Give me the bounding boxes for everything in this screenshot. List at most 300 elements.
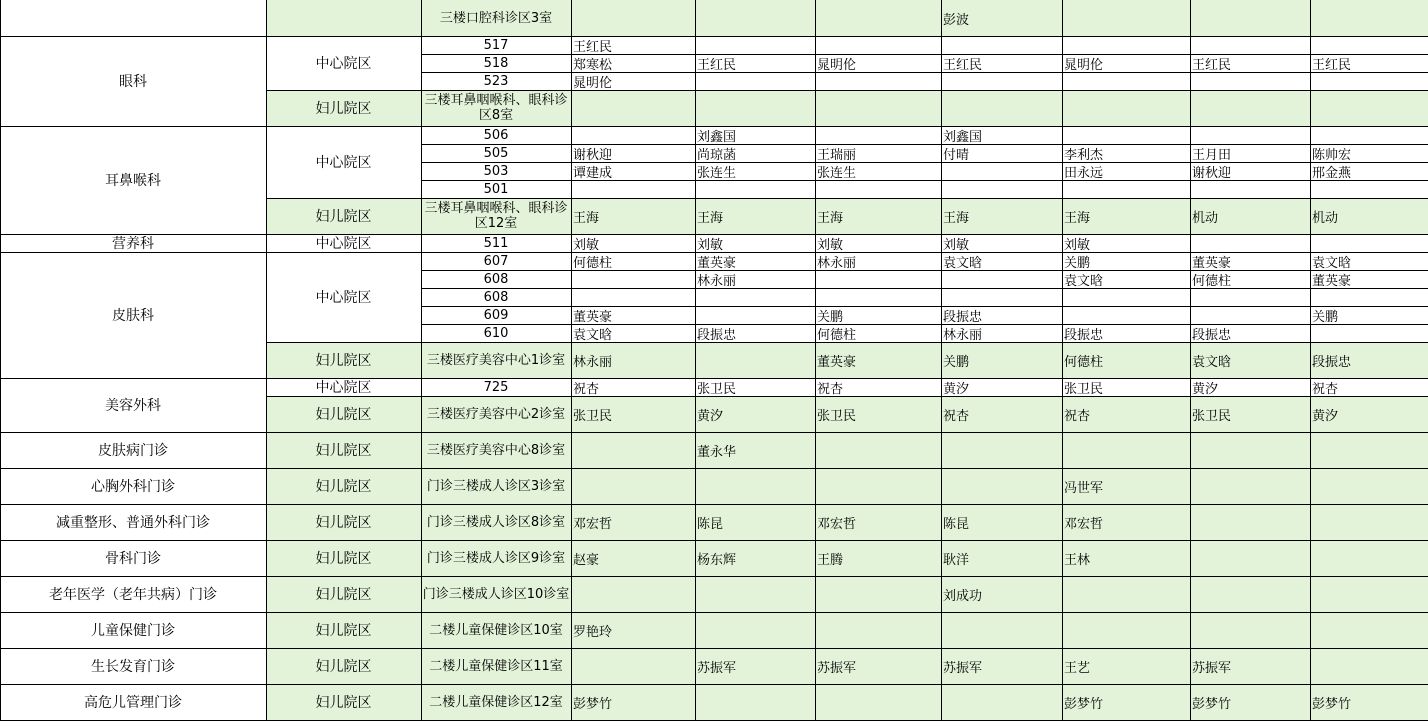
- doctor-cell: [1190, 0, 1310, 36]
- doctor-cell: 陈帅宏: [1312, 147, 1352, 162]
- room-cell: 门诊三楼成人诊区8诊室: [421, 504, 571, 540]
- doctor-cell: 董英豪: [573, 309, 613, 324]
- doctor-cell: 何德柱: [1062, 342, 1190, 378]
- row-divider: [421, 612, 1428, 613]
- campus-cell: 妇儿院区: [266, 576, 421, 612]
- doctor-cell: [815, 36, 941, 54]
- doctor-cell: 陈昆: [941, 504, 1062, 540]
- doctor-cell: [815, 90, 941, 126]
- doctor-cell: [1190, 612, 1310, 648]
- row-divider: [421, 504, 1428, 505]
- doctor-cell: 晁明伦: [1064, 57, 1104, 72]
- row-divider: [421, 468, 1428, 469]
- row-divider: [266, 504, 421, 505]
- doctor-cell: 张卫民: [1190, 396, 1310, 432]
- column-divider: [0, 0, 1, 720]
- row-divider: [421, 306, 1428, 307]
- doctor-cell: [1190, 234, 1310, 252]
- doctor-cell: [1310, 504, 1428, 540]
- doctor-cell: [1062, 288, 1190, 306]
- doctor-cell: 祝杏: [817, 381, 844, 396]
- row-divider: [0, 378, 266, 379]
- doctor-cell: [571, 288, 695, 306]
- doctor-cell: [1310, 180, 1428, 198]
- column-divider: [1190, 0, 1191, 720]
- doctor-cell: 祝杏: [573, 381, 600, 396]
- doctor-cell: 关鹏: [1064, 255, 1091, 270]
- doctor-cell: [1310, 234, 1428, 252]
- doctor-cell: 关鹏: [941, 342, 1062, 378]
- doctor-cell: [1310, 324, 1428, 342]
- doctor-cell: 黄汐: [1192, 381, 1219, 396]
- doctor-cell: [815, 270, 941, 288]
- row-divider: [266, 540, 421, 541]
- doctor-cell: 刘成功: [941, 576, 1062, 612]
- row-divider: [421, 54, 1428, 55]
- doctor-cell: 晁明伦: [573, 75, 613, 90]
- doctor-cell: [1190, 504, 1310, 540]
- doctor-cell: 林永丽: [697, 273, 737, 288]
- doctor-cell: [815, 72, 941, 90]
- department-cell: 眼科: [119, 74, 147, 90]
- doctor-cell: 林永丽: [571, 342, 695, 378]
- doctor-cell: [941, 270, 1062, 288]
- doctor-cell: 祝杏: [1062, 396, 1190, 432]
- doctor-cell: 何德柱: [817, 327, 857, 342]
- doctor-cell: [1190, 540, 1310, 576]
- doctor-cell: 陈昆: [695, 504, 815, 540]
- doctor-cell: 林永丽: [817, 255, 857, 270]
- doctor-cell: 谢秋迎: [573, 147, 613, 162]
- doctor-cell: 苏振军: [1190, 648, 1310, 684]
- doctor-cell: 张连生: [817, 165, 857, 180]
- column-divider: [1310, 0, 1311, 720]
- doctor-cell: [1310, 288, 1428, 306]
- row-divider: [421, 234, 1428, 235]
- row-divider: [421, 36, 1428, 37]
- campus-cell: 中心院区: [315, 380, 372, 396]
- doctor-cell: 邓宏哲: [571, 504, 695, 540]
- row-divider: [266, 396, 421, 397]
- column-divider: [941, 0, 942, 720]
- row-divider: [0, 684, 266, 685]
- row-divider: [421, 72, 1428, 73]
- row-divider: [0, 648, 266, 649]
- doctor-cell: [571, 126, 695, 144]
- campus-cell: 妇儿院区: [266, 396, 421, 432]
- doctor-cell: 彭梦竹: [1062, 684, 1190, 720]
- doctor-cell: 张卫民: [815, 396, 941, 432]
- doctor-cell: [941, 432, 1062, 468]
- doctor-cell: 王海: [1062, 198, 1190, 234]
- column-divider: [421, 0, 422, 720]
- doctor-cell: [695, 288, 815, 306]
- doctor-cell: [1190, 576, 1310, 612]
- room-cell: 607: [483, 253, 509, 269]
- room-cell: 511: [483, 235, 509, 251]
- row-divider: [421, 720, 1428, 721]
- doctor-cell: 刘敏: [817, 237, 844, 252]
- row-divider: [421, 432, 1428, 433]
- doctor-cell: 王月田: [1192, 147, 1232, 162]
- doctor-cell: [941, 162, 1062, 180]
- doctor-cell: 黄汐: [943, 381, 970, 396]
- row-divider: [0, 504, 266, 505]
- doctor-cell: [815, 0, 941, 36]
- doctor-cell: [571, 468, 695, 504]
- doctor-cell: [1062, 126, 1190, 144]
- row-divider: [421, 126, 1428, 127]
- doctor-cell: 董英豪: [1192, 255, 1232, 270]
- room-cell: 725: [483, 379, 509, 395]
- campus-cell: [266, 0, 421, 36]
- row-divider: [0, 576, 266, 577]
- campus-cell: 妇儿院区: [266, 504, 421, 540]
- department-cell: 营养科: [112, 236, 154, 252]
- doctor-cell: [571, 270, 695, 288]
- doctor-cell: 王红民: [697, 57, 737, 72]
- column-divider: [266, 0, 267, 720]
- room-cell: 608: [483, 289, 509, 305]
- doctor-cell: [571, 648, 695, 684]
- doctor-cell: [1310, 576, 1428, 612]
- doctor-cell: 王红民: [1312, 57, 1352, 72]
- row-divider: [0, 468, 266, 469]
- doctor-cell: [1062, 0, 1190, 36]
- campus-cell: 妇儿院区: [266, 468, 421, 504]
- doctor-cell: 机动: [1190, 198, 1310, 234]
- row-divider: [266, 378, 421, 379]
- doctor-cell: 邓宏哲: [815, 504, 941, 540]
- doctor-cell: 董永华: [695, 432, 815, 468]
- row-divider: [421, 144, 1428, 145]
- row-divider: [266, 612, 421, 613]
- room-cell: 518: [483, 55, 509, 71]
- doctor-cell: [941, 72, 1062, 90]
- doctor-cell: 谭建成: [573, 165, 613, 180]
- doctor-cell: 祝杏: [941, 396, 1062, 432]
- row-divider: [266, 90, 421, 91]
- campus-cell: 妇儿院区: [266, 432, 421, 468]
- row-divider: [266, 126, 421, 127]
- doctor-cell: [941, 612, 1062, 648]
- doctor-cell: [695, 72, 815, 90]
- column-divider: [1062, 0, 1063, 720]
- doctor-cell: [1190, 432, 1310, 468]
- campus-cell: 中心院区: [315, 155, 372, 171]
- doctor-cell: [1190, 90, 1310, 126]
- doctor-cell: 黄汐: [695, 396, 815, 432]
- doctor-cell: 罗艳玲: [571, 612, 695, 648]
- row-divider: [266, 198, 421, 199]
- column-divider: [571, 0, 572, 720]
- doctor-cell: 王瑞丽: [817, 147, 857, 162]
- campus-cell: 妇儿院区: [266, 198, 421, 234]
- doctor-cell: 张连生: [697, 165, 737, 180]
- department-cell: 高危儿管理门诊: [84, 695, 182, 711]
- room-cell: 506: [483, 127, 509, 143]
- doctor-cell: 刘鑫国: [943, 129, 983, 144]
- doctor-cell: 王海: [571, 198, 695, 234]
- row-divider: [421, 180, 1428, 181]
- doctor-cell: 段振忠: [1310, 342, 1428, 378]
- row-divider: [421, 270, 1428, 271]
- doctor-cell: [695, 90, 815, 126]
- doctor-cell: [571, 0, 695, 36]
- row-divider: [421, 396, 1428, 397]
- doctor-cell: [1310, 36, 1428, 54]
- doctor-cell: [695, 684, 815, 720]
- doctor-cell: 张卫民: [571, 396, 695, 432]
- room-cell: 三楼耳鼻咽喉科、眼科诊区12室: [421, 198, 571, 234]
- doctor-cell: 何德柱: [573, 255, 613, 270]
- doctor-cell: 刘敏: [697, 237, 724, 252]
- department-cell: [0, 0, 266, 36]
- doctor-cell: 田永远: [1064, 165, 1104, 180]
- department-cell: 骨科门诊: [105, 551, 161, 567]
- row-divider: [421, 252, 1428, 253]
- doctor-cell: [815, 432, 941, 468]
- doctor-cell: 袁文晗: [1312, 255, 1352, 270]
- row-divider: [0, 126, 266, 127]
- room-cell: 门诊三楼成人诊区10诊室: [421, 576, 571, 612]
- doctor-cell: 谢秋迎: [1192, 165, 1232, 180]
- doctor-cell: [1190, 468, 1310, 504]
- doctor-cell: [941, 684, 1062, 720]
- doctor-cell: [1310, 540, 1428, 576]
- doctor-cell: 苏振军: [941, 648, 1062, 684]
- row-divider: [421, 576, 1428, 577]
- doctor-cell: [1310, 468, 1428, 504]
- doctor-cell: 晁明伦: [817, 57, 857, 72]
- room-cell: 501: [483, 181, 509, 197]
- column-divider: [815, 0, 816, 720]
- row-divider: [266, 252, 421, 253]
- doctor-cell: [695, 0, 815, 36]
- doctor-cell: [941, 36, 1062, 54]
- doctor-cell: [1062, 576, 1190, 612]
- row-divider: [266, 684, 421, 685]
- doctor-cell: 王红民: [1192, 57, 1232, 72]
- row-divider: [0, 234, 266, 235]
- campus-cell: 妇儿院区: [266, 684, 421, 720]
- doctor-cell: 关鹏: [1312, 309, 1339, 324]
- row-divider: [421, 162, 1428, 163]
- doctor-cell: [941, 90, 1062, 126]
- doctor-cell: [1062, 36, 1190, 54]
- doctor-cell: [1062, 90, 1190, 126]
- doctor-cell: 王红民: [573, 39, 613, 54]
- doctor-cell: 关鹏: [817, 309, 844, 324]
- doctor-cell: [941, 180, 1062, 198]
- doctor-cell: 王海: [941, 198, 1062, 234]
- row-divider: [0, 720, 266, 721]
- doctor-cell: 刘鑫国: [697, 129, 737, 144]
- doctor-cell: [815, 684, 941, 720]
- room-cell: 503: [483, 163, 509, 179]
- doctor-cell: [695, 342, 815, 378]
- campus-cell: 妇儿院区: [266, 90, 421, 126]
- row-divider: [266, 648, 421, 649]
- doctor-cell: [815, 468, 941, 504]
- doctor-cell: [1310, 90, 1428, 126]
- doctor-cell: 杨东辉: [695, 540, 815, 576]
- row-divider: [421, 648, 1428, 649]
- doctor-cell: [695, 36, 815, 54]
- row-divider: [0, 540, 266, 541]
- doctor-cell: 林永丽: [943, 327, 983, 342]
- doctor-cell: 刘敏: [573, 237, 600, 252]
- room-cell: 610: [483, 325, 509, 341]
- room-cell: 三楼医疗美容中心8诊室: [421, 432, 571, 468]
- doctor-cell: 王林: [1062, 540, 1190, 576]
- doctor-cell: 邢金燕: [1312, 165, 1352, 180]
- doctor-cell: 袁文晗: [943, 255, 983, 270]
- room-cell: 523: [483, 73, 509, 89]
- doctor-cell: [815, 126, 941, 144]
- doctor-cell: 王腾: [815, 540, 941, 576]
- room-cell: 门诊三楼成人诊区3诊室: [421, 468, 571, 504]
- doctor-cell: [1190, 72, 1310, 90]
- doctor-cell: 王红民: [943, 57, 983, 72]
- department-cell: 儿童保健门诊: [91, 623, 175, 639]
- doctor-cell: [1190, 180, 1310, 198]
- row-divider: [266, 234, 421, 235]
- doctor-cell: 段振忠: [1192, 327, 1232, 342]
- row-divider: [266, 342, 421, 343]
- doctor-cell: 何德柱: [1192, 273, 1232, 288]
- department-cell: 皮肤病门诊: [98, 443, 168, 459]
- doctor-cell: [695, 576, 815, 612]
- doctor-cell: [1062, 612, 1190, 648]
- doctor-cell: 彭梦竹: [571, 684, 695, 720]
- campus-cell: 妇儿院区: [266, 648, 421, 684]
- doctor-cell: 袁文晗: [1190, 342, 1310, 378]
- room-cell: 三楼医疗美容中心2诊室: [421, 396, 571, 432]
- campus-cell: 中心院区: [315, 290, 372, 306]
- doctor-cell: [1190, 126, 1310, 144]
- row-divider: [421, 198, 1428, 199]
- doctor-cell: [815, 612, 941, 648]
- campus-cell: 妇儿院区: [266, 612, 421, 648]
- doctor-cell: 邓宏哲: [1062, 504, 1190, 540]
- doctor-cell: 彭梦竹: [1310, 684, 1428, 720]
- doctor-cell: 彭梦竹: [1190, 684, 1310, 720]
- department-cell: 皮肤科: [112, 308, 154, 324]
- doctor-cell: 李利杰: [1064, 147, 1104, 162]
- doctor-cell: 苏振军: [695, 648, 815, 684]
- campus-cell: 妇儿院区: [266, 342, 421, 378]
- doctor-cell: 郑寒松: [573, 57, 613, 72]
- campus-cell: 中心院区: [315, 56, 372, 72]
- doctor-cell: 段振忠: [1064, 327, 1104, 342]
- room-cell: 609: [483, 307, 509, 323]
- doctor-cell: 祝杏: [1312, 381, 1339, 396]
- doctor-cell: [1062, 72, 1190, 90]
- campus-cell: 妇儿院区: [266, 540, 421, 576]
- doctor-cell: [815, 288, 941, 306]
- doctor-cell: [1310, 72, 1428, 90]
- room-cell: 505: [483, 145, 509, 161]
- doctor-cell: 赵豪: [571, 540, 695, 576]
- doctor-cell: [695, 468, 815, 504]
- doctor-cell: [1062, 306, 1190, 324]
- doctor-cell: 王海: [815, 198, 941, 234]
- room-cell: 608: [483, 271, 509, 287]
- doctor-cell: [571, 576, 695, 612]
- doctor-cell: [1310, 126, 1428, 144]
- room-cell: 门诊三楼成人诊区9诊室: [421, 540, 571, 576]
- department-cell: 耳鼻喉科: [105, 173, 161, 189]
- room-cell: 517: [483, 37, 509, 53]
- row-divider: [266, 36, 421, 37]
- row-divider: [421, 90, 1428, 91]
- doctor-cell: 段振忠: [943, 309, 983, 324]
- row-divider: [0, 432, 266, 433]
- doctor-cell: 董英豪: [1312, 273, 1352, 288]
- department-cell: 生长发育门诊: [91, 659, 175, 675]
- doctor-cell: [1310, 432, 1428, 468]
- doctor-cell: [1062, 432, 1190, 468]
- doctor-cell: 王艺: [1062, 648, 1190, 684]
- doctor-cell: 苏振军: [815, 648, 941, 684]
- row-divider: [266, 468, 421, 469]
- room-cell: 三楼医疗美容中心1诊室: [421, 342, 571, 378]
- column-divider: [695, 0, 696, 720]
- doctor-cell: 段振忠: [697, 327, 737, 342]
- row-divider: [266, 720, 421, 721]
- doctor-cell: [1310, 0, 1428, 36]
- doctor-cell: 冯世军: [1062, 468, 1190, 504]
- doctor-cell: [695, 306, 815, 324]
- campus-cell: 中心院区: [315, 236, 372, 252]
- row-divider: [0, 252, 266, 253]
- doctor-cell: [571, 90, 695, 126]
- doctor-cell: 刘敏: [943, 237, 970, 252]
- doctor-cell: [571, 432, 695, 468]
- department-cell: 老年医学（老年共病）门诊: [49, 587, 217, 603]
- doctor-cell: 袁文晗: [1064, 273, 1104, 288]
- doctor-cell: 王海: [695, 198, 815, 234]
- doctor-cell: 尚琼菡: [697, 147, 737, 162]
- doctor-cell: 付晴: [943, 147, 970, 162]
- room-cell: 三楼口腔科诊区3室: [421, 0, 571, 36]
- doctor-cell: 黄汐: [1310, 396, 1428, 432]
- row-divider: [266, 432, 421, 433]
- doctor-cell: 彭波: [941, 0, 1062, 36]
- doctor-cell: 董英豪: [815, 342, 941, 378]
- row-divider: [421, 684, 1428, 685]
- row-divider: [421, 378, 1428, 379]
- room-cell: 二楼儿童保健诊区11室: [421, 648, 571, 684]
- department-cell: 美容外科: [105, 398, 161, 414]
- doctor-cell: [1190, 36, 1310, 54]
- doctor-cell: [941, 468, 1062, 504]
- row-divider: [0, 612, 266, 613]
- row-divider: [0, 36, 266, 37]
- doctor-cell: [1190, 306, 1310, 324]
- row-divider: [421, 288, 1428, 289]
- row-divider: [421, 324, 1428, 325]
- department-cell: 减重整形、普通外科门诊: [56, 515, 210, 531]
- doctor-cell: 董英豪: [697, 255, 737, 270]
- department-cell: 心胸外科门诊: [91, 479, 175, 495]
- doctor-cell: 张卫民: [1064, 381, 1104, 396]
- doctor-cell: 张卫民: [697, 381, 737, 396]
- doctor-cell: [695, 180, 815, 198]
- room-cell: 二楼儿童保健诊区12室: [421, 684, 571, 720]
- doctor-cell: [815, 180, 941, 198]
